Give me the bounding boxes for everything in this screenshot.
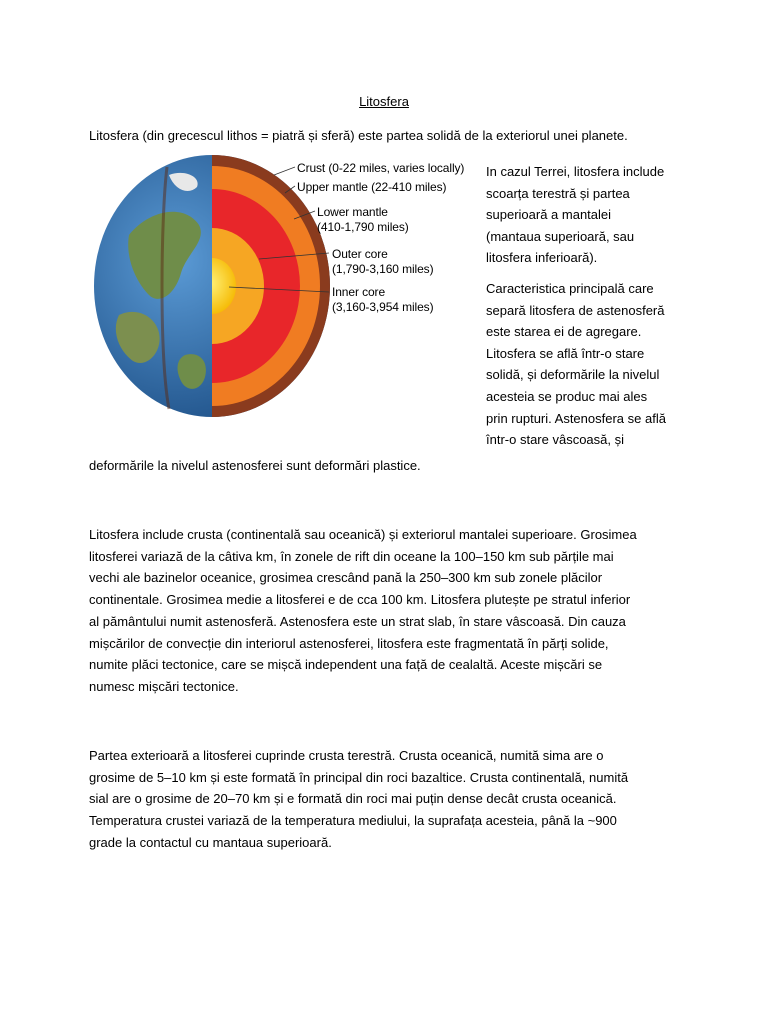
text-line: solidă, și deformările la nivelul [486,367,660,383]
text-line: Caracteristica principală care [486,280,654,296]
side-column-text [486,161,696,451]
outer-core-range: (1,790-3,160 miles) [332,262,434,276]
text-line: Partea exterioară a litosferei cuprinde crusta terestră. Crusta oceanică, numită sima are o [89,748,604,763]
text-line: Temperatura crustei variază de la temperatura mediului, la suprafața acesteia, până la ~900 [89,813,617,829]
text-line: superioară a mantalei [486,207,612,223]
earth-cross-section-image [89,155,479,425]
text-line: grosime de 5–10 km și este formată în principal din roci bazaltice. Crusta continentală, numită [89,769,629,785]
text-line: este starea ei de agregare. [486,324,642,340]
text-line: Litosfera se află într-o stare [486,345,645,361]
text-line: vechi ale bazinelor oceanice, grosimea crescând pană la 250–300 km sub zonele plăcilor [89,570,603,586]
text-line: acesteia se produc mai ales [486,388,648,404]
text-line: al pământului numit astenosferă. Astenosfera este un strat slab, în stare vâscoasă. Din cauza [89,613,626,629]
text-line: grade la contactul cu mantaua superioară. [89,834,332,850]
text-line: litosfera inferioară). [486,250,598,266]
side-paragraph-2 [486,278,696,451]
text-line: separă litosfera de astenosferă [486,302,665,318]
intro-paragraph: Litosfera (din grecescul lithos = piatră și sferă) este partea solidă de la exteriorul unei planete. [89,128,628,143]
body-paragraph-3 [89,745,689,854]
text-line: (mantaua superioară, sau [486,228,635,244]
text-line: continentale. Grosimea medie a litosferei e de cca 100 km. Litosfera plutește pe stratul inferior [89,592,631,608]
text-line: numesc mișcări tectonice. [89,678,239,694]
text-line: numite plăci tectonice, care se mișcă independent una față de cealaltă. Aceste mișcări se [89,657,603,673]
earth-layers-figure [89,155,479,425]
upper-mantle-label: Upper mantle (22-410 miles) [297,180,447,194]
text-line: mișcărilor de convecție din interiorul astenosferei, litosfera este fragmentată în părți solide, [89,635,609,651]
text-line: litosferei variază de la câtiva km, în zonele de rift din oceane la 100–150 km sub părțile mai [89,548,614,564]
continuation-line: deformările la nivelul astenosferei sunt deformări plastice. [89,458,421,473]
text-line: scoarța terestră și partea [486,185,630,201]
crust-label: Crust (0-22 miles, varies locally) [297,161,465,175]
side-paragraph-1 [486,161,696,269]
text-line: sial are o grosime de 20–70 km și e formată din roci mai puțin dense decât crusta oceanică. [89,791,617,807]
text-line: prin rupturi. Astenosfera se află [486,410,666,426]
lower-mantle-label: Lower mantle [317,205,388,219]
text-line: într-o stare vâscoasă, și [486,432,624,448]
inner-core-range: (3,160-3,954 miles) [332,300,434,314]
text-line: In cazul Terrei, litosfera include [486,164,665,179]
text-line: Litosfera include crusta (continentală sau oceanică) și exteriorul mantalei superioare. Grosimea [89,527,637,542]
page-title: Litosfera [359,94,409,109]
inner-core-label: Inner core [332,285,386,299]
body-paragraph-2 [89,524,689,698]
lower-mantle-range: (410-1,790 miles) [317,220,409,234]
outer-core-label: Outer core [332,247,388,261]
